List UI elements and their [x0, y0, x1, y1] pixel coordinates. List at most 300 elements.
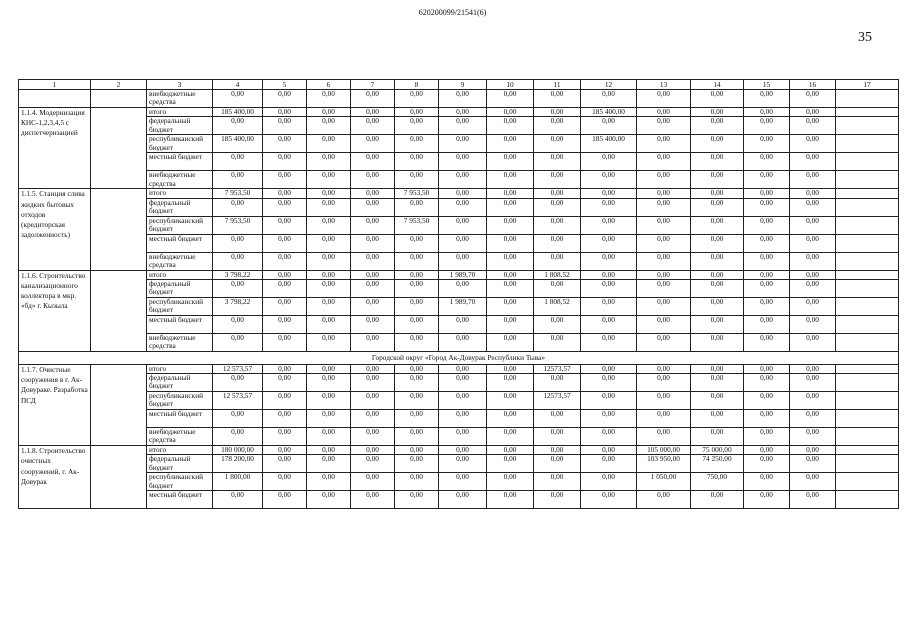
- table-row: [19, 171, 899, 189]
- value-cell: 0,00: [351, 455, 395, 473]
- value-cell: 0,00: [263, 198, 307, 216]
- value-cell: 0,00: [790, 189, 836, 198]
- value-cell: 0,00: [581, 153, 637, 171]
- value-cell: 0,00: [351, 252, 395, 270]
- value-cell: 0,00: [307, 252, 351, 270]
- value-cell: 1 989,70: [439, 297, 487, 315]
- value-cell: 180 000,00: [213, 446, 263, 455]
- value-cell: 0,00: [351, 153, 395, 171]
- value-cell: 0,00: [263, 189, 307, 198]
- value-cell: 0,00: [744, 364, 790, 373]
- funding-source-label: итого: [147, 270, 213, 279]
- value-cell: 0,00: [263, 392, 307, 410]
- value-cell: 0,00: [637, 491, 691, 509]
- value-cell: 0,00: [307, 270, 351, 279]
- value-cell: 0,00: [790, 473, 836, 491]
- value-cell: 0,00: [487, 135, 534, 153]
- table-row: [19, 364, 899, 373]
- empty-cell: [836, 392, 899, 410]
- value-cell: 0,00: [637, 171, 691, 189]
- value-cell: 0,00: [790, 279, 836, 297]
- value-cell: 0,00: [213, 198, 263, 216]
- empty-cell: [836, 216, 899, 234]
- empty-cell: [836, 455, 899, 473]
- value-cell: 74 250,00: [691, 455, 744, 473]
- value-cell: 0,00: [487, 473, 534, 491]
- value-cell: 0,00: [263, 428, 307, 446]
- value-cell: 0,00: [581, 491, 637, 509]
- value-cell: 0,00: [744, 108, 790, 117]
- funding-source-label: местный бюджет: [147, 410, 213, 428]
- value-cell: 1 989,70: [439, 270, 487, 279]
- value-cell: 0,00: [581, 297, 637, 315]
- value-cell: 0,00: [351, 333, 395, 351]
- value-cell: 0,00: [395, 455, 439, 473]
- value-cell: 0,00: [439, 279, 487, 297]
- value-cell: 0,00: [790, 153, 836, 171]
- table-row: [19, 297, 899, 315]
- value-cell: 0,00: [213, 491, 263, 509]
- funding-source-label: республиканский бюджет: [147, 473, 213, 491]
- value-cell: 0,00: [744, 90, 790, 108]
- value-cell: 0,00: [790, 234, 836, 252]
- empty-cell: [91, 108, 147, 189]
- value-cell: 0,00: [744, 428, 790, 446]
- funding-source-label: внебюджетные средства: [147, 333, 213, 351]
- value-cell: 0,00: [790, 392, 836, 410]
- value-cell: 0,00: [744, 279, 790, 297]
- column-header: 2: [91, 80, 147, 90]
- value-cell: 0,00: [691, 198, 744, 216]
- value-cell: 1 808,52: [534, 270, 581, 279]
- value-cell: 0,00: [351, 189, 395, 198]
- value-cell: 0,00: [534, 410, 581, 428]
- value-cell: 0,00: [213, 153, 263, 171]
- table-row: [19, 491, 899, 509]
- value-cell: 0,00: [395, 270, 439, 279]
- table-row: [19, 189, 899, 198]
- value-cell: 7 953,50: [213, 189, 263, 198]
- value-cell: 0,00: [487, 333, 534, 351]
- value-cell: 0,00: [307, 171, 351, 189]
- table-row: [19, 135, 899, 153]
- column-header: 1: [19, 80, 91, 90]
- object-name: 1.1.8. Строительство очистных сооружений, г. Ак-Довурак: [19, 446, 91, 509]
- value-cell: 0,00: [487, 364, 534, 373]
- value-cell: 0,00: [744, 374, 790, 392]
- value-cell: 0,00: [790, 333, 836, 351]
- value-cell: 0,00: [487, 446, 534, 455]
- value-cell: 185 400,00: [213, 108, 263, 117]
- value-cell: 0,00: [213, 279, 263, 297]
- value-cell: 0,00: [790, 198, 836, 216]
- value-cell: 0,00: [487, 279, 534, 297]
- value-cell: 0,00: [744, 491, 790, 509]
- funding-source-label: местный бюджет: [147, 234, 213, 252]
- empty-cell: [836, 171, 899, 189]
- value-cell: 0,00: [581, 364, 637, 373]
- value-cell: 0,00: [395, 364, 439, 373]
- empty-cell: [836, 189, 899, 198]
- value-cell: 0,00: [439, 252, 487, 270]
- value-cell: 0,00: [534, 189, 581, 198]
- budget-table: [18, 79, 899, 509]
- value-cell: 0,00: [581, 216, 637, 234]
- value-cell: 12573,57: [534, 364, 581, 373]
- value-cell: 0,00: [790, 135, 836, 153]
- value-cell: 0,00: [395, 297, 439, 315]
- column-header: 15: [744, 80, 790, 90]
- value-cell: 0,00: [439, 446, 487, 455]
- value-cell: 0,00: [307, 446, 351, 455]
- empty-cell: [836, 153, 899, 171]
- value-cell: 0,00: [790, 446, 836, 455]
- document-id: 620200099/21541(6): [418, 8, 487, 17]
- value-cell: 0,00: [487, 374, 534, 392]
- funding-source-label: внебюджетные средства: [147, 252, 213, 270]
- section-title: Городской округ «Город Ак-Довурак Республики Тыва»: [19, 351, 899, 364]
- value-cell: 0,00: [351, 297, 395, 315]
- empty-cell: [836, 297, 899, 315]
- value-cell: 0,00: [487, 491, 534, 509]
- value-cell: 0,00: [213, 252, 263, 270]
- value-cell: 0,00: [487, 428, 534, 446]
- value-cell: 0,00: [395, 333, 439, 351]
- value-cell: 12 573,57: [213, 392, 263, 410]
- value-cell: 0,00: [351, 108, 395, 117]
- funding-source-label: итого: [147, 446, 213, 455]
- value-cell: 0,00: [691, 410, 744, 428]
- value-cell: 0,00: [263, 315, 307, 333]
- empty-cell: [836, 117, 899, 135]
- value-cell: 0,00: [395, 117, 439, 135]
- value-cell: 0,00: [534, 252, 581, 270]
- value-cell: 0,00: [439, 455, 487, 473]
- funding-source-label: федеральный бюджет: [147, 455, 213, 473]
- value-cell: 0,00: [691, 252, 744, 270]
- funding-source-label: республиканский бюджет: [147, 392, 213, 410]
- value-cell: 0,00: [534, 135, 581, 153]
- value-cell: 0,00: [744, 153, 790, 171]
- value-cell: 0,00: [581, 117, 637, 135]
- value-cell: 0,00: [395, 279, 439, 297]
- page-number: 35: [858, 30, 872, 45]
- value-cell: 0,00: [534, 446, 581, 455]
- column-header: 4: [213, 80, 263, 90]
- value-cell: 0,00: [581, 189, 637, 198]
- funding-source-label: внебюджетные средства: [147, 90, 213, 108]
- value-cell: 0,00: [395, 198, 439, 216]
- value-cell: 0,00: [581, 90, 637, 108]
- value-cell: 0,00: [637, 410, 691, 428]
- value-cell: 0,00: [395, 473, 439, 491]
- value-cell: 0,00: [744, 252, 790, 270]
- value-cell: 0,00: [534, 491, 581, 509]
- value-cell: 0,00: [307, 315, 351, 333]
- table-row: [19, 392, 899, 410]
- value-cell: 0,00: [581, 446, 637, 455]
- value-cell: 0,00: [637, 216, 691, 234]
- column-header: 12: [581, 80, 637, 90]
- value-cell: 0,00: [691, 117, 744, 135]
- funding-source-label: федеральный бюджет: [147, 279, 213, 297]
- value-cell: 75 000,00: [691, 446, 744, 455]
- value-cell: 0,00: [691, 392, 744, 410]
- value-cell: 0,00: [263, 108, 307, 117]
- value-cell: 0,00: [263, 153, 307, 171]
- empty-cell: [836, 473, 899, 491]
- empty-cell: [836, 446, 899, 455]
- value-cell: 0,00: [439, 333, 487, 351]
- value-cell: 0,00: [307, 392, 351, 410]
- funding-source-label: федеральный бюджет: [147, 374, 213, 392]
- value-cell: 0,00: [790, 108, 836, 117]
- value-cell: 0,00: [790, 410, 836, 428]
- column-header: 3: [147, 80, 213, 90]
- funding-source-label: федеральный бюджет: [147, 198, 213, 216]
- value-cell: 0,00: [790, 90, 836, 108]
- value-cell: 0,00: [744, 446, 790, 455]
- value-cell: 0,00: [213, 234, 263, 252]
- value-cell: 0,00: [351, 90, 395, 108]
- value-cell: 0,00: [637, 135, 691, 153]
- empty-cell: [836, 198, 899, 216]
- value-cell: 0,00: [487, 297, 534, 315]
- value-cell: 0,00: [351, 364, 395, 373]
- value-cell: 0,00: [307, 117, 351, 135]
- value-cell: 0,00: [307, 108, 351, 117]
- value-cell: 0,00: [487, 455, 534, 473]
- value-cell: 0,00: [351, 117, 395, 135]
- value-cell: 0,00: [213, 117, 263, 135]
- value-cell: 0,00: [534, 234, 581, 252]
- value-cell: 0,00: [691, 297, 744, 315]
- value-cell: 0,00: [691, 428, 744, 446]
- header-row: [19, 80, 899, 90]
- value-cell: 0,00: [691, 333, 744, 351]
- table-row: [19, 234, 899, 252]
- value-cell: 0,00: [307, 364, 351, 373]
- empty-cell: [836, 135, 899, 153]
- table-row: [19, 374, 899, 392]
- value-cell: 0,00: [307, 473, 351, 491]
- empty-cell: [836, 252, 899, 270]
- value-cell: 0,00: [534, 455, 581, 473]
- empty-cell: [836, 374, 899, 392]
- value-cell: 185 400,00: [581, 135, 637, 153]
- value-cell: 7 953,50: [395, 216, 439, 234]
- section-row: [19, 351, 899, 364]
- value-cell: 0,00: [534, 279, 581, 297]
- value-cell: 0,00: [637, 333, 691, 351]
- funding-source-label: республиканский бюджет: [147, 216, 213, 234]
- value-cell: 0,00: [790, 171, 836, 189]
- value-cell: 0,00: [790, 297, 836, 315]
- value-cell: 0,00: [351, 171, 395, 189]
- value-cell: 0,00: [351, 491, 395, 509]
- value-cell: 0,00: [439, 410, 487, 428]
- value-cell: 0,00: [487, 216, 534, 234]
- value-cell: 0,00: [395, 392, 439, 410]
- column-header: 10: [487, 80, 534, 90]
- value-cell: 105 000,00: [637, 446, 691, 455]
- value-cell: 0,00: [534, 117, 581, 135]
- column-header: 13: [637, 80, 691, 90]
- value-cell: 0,00: [213, 315, 263, 333]
- table-row: [19, 270, 899, 279]
- value-cell: 0,00: [581, 392, 637, 410]
- value-cell: 1 800,00: [213, 473, 263, 491]
- value-cell: 0,00: [439, 135, 487, 153]
- empty-cell: [836, 491, 899, 509]
- value-cell: 0,00: [351, 135, 395, 153]
- value-cell: 0,00: [263, 117, 307, 135]
- value-cell: 0,00: [307, 333, 351, 351]
- table-row: [19, 252, 899, 270]
- value-cell: 0,00: [790, 117, 836, 135]
- table-row: [19, 117, 899, 135]
- value-cell: 0,00: [691, 364, 744, 373]
- value-cell: 1 050,00: [637, 473, 691, 491]
- empty-cell: [836, 333, 899, 351]
- value-cell: 0,00: [790, 491, 836, 509]
- value-cell: 0,00: [534, 153, 581, 171]
- table-row: [19, 473, 899, 491]
- value-cell: 0,00: [487, 270, 534, 279]
- value-cell: 0,00: [263, 446, 307, 455]
- value-cell: 0,00: [790, 428, 836, 446]
- value-cell: 0,00: [637, 297, 691, 315]
- column-header: 14: [691, 80, 744, 90]
- funding-source-label: итого: [147, 364, 213, 373]
- value-cell: 0,00: [691, 108, 744, 117]
- value-cell: 0,00: [744, 234, 790, 252]
- value-cell: 0,00: [439, 216, 487, 234]
- value-cell: 0,00: [581, 374, 637, 392]
- value-cell: 0,00: [307, 216, 351, 234]
- value-cell: 3 798,22: [213, 270, 263, 279]
- value-cell: 0,00: [351, 392, 395, 410]
- value-cell: 0,00: [213, 410, 263, 428]
- column-header: 6: [307, 80, 351, 90]
- value-cell: 0,00: [744, 410, 790, 428]
- table-row: [19, 446, 899, 455]
- value-cell: 0,00: [487, 189, 534, 198]
- value-cell: 0,00: [487, 153, 534, 171]
- value-cell: 0,00: [691, 135, 744, 153]
- value-cell: 0,00: [263, 135, 307, 153]
- value-cell: 0,00: [637, 189, 691, 198]
- value-cell: 0,00: [307, 491, 351, 509]
- value-cell: 0,00: [581, 428, 637, 446]
- value-cell: 0,00: [581, 171, 637, 189]
- value-cell: 0,00: [439, 171, 487, 189]
- empty-cell: [836, 428, 899, 446]
- value-cell: 0,00: [691, 234, 744, 252]
- value-cell: 0,00: [263, 473, 307, 491]
- value-cell: 0,00: [637, 374, 691, 392]
- value-cell: 0,00: [744, 198, 790, 216]
- value-cell: 0,00: [395, 491, 439, 509]
- empty-cell: [91, 270, 147, 351]
- table-row: [19, 410, 899, 428]
- object-name: 1.1.7. Очистные сооружения в г. Ак-Довураке. Разработка ПСД: [19, 364, 91, 445]
- value-cell: 0,00: [534, 216, 581, 234]
- value-cell: 0,00: [395, 90, 439, 108]
- value-cell: 0,00: [534, 333, 581, 351]
- value-cell: 0,00: [307, 153, 351, 171]
- value-cell: 0,00: [307, 90, 351, 108]
- table-row: [19, 279, 899, 297]
- value-cell: 0,00: [263, 216, 307, 234]
- value-cell: 0,00: [263, 364, 307, 373]
- value-cell: 0,00: [637, 252, 691, 270]
- value-cell: 0,00: [581, 333, 637, 351]
- column-header: 16: [790, 80, 836, 90]
- value-cell: 0,00: [744, 135, 790, 153]
- value-cell: 0,00: [263, 234, 307, 252]
- value-cell: 0,00: [395, 446, 439, 455]
- empty-cell: [91, 90, 147, 108]
- value-cell: 0,00: [307, 279, 351, 297]
- empty-cell: [91, 189, 147, 270]
- value-cell: 0,00: [790, 216, 836, 234]
- value-cell: 0,00: [263, 455, 307, 473]
- value-cell: 0,00: [637, 234, 691, 252]
- value-cell: 0,00: [307, 198, 351, 216]
- value-cell: 0,00: [351, 374, 395, 392]
- value-cell: 0,00: [439, 315, 487, 333]
- column-header: 9: [439, 80, 487, 90]
- value-cell: 0,00: [395, 410, 439, 428]
- value-cell: 0,00: [487, 117, 534, 135]
- value-cell: 0,00: [439, 374, 487, 392]
- empty-cell: [836, 279, 899, 297]
- table-row: [19, 216, 899, 234]
- value-cell: 0,00: [487, 234, 534, 252]
- object-name: 1.1.4. Модернизация КНС-1,2,3,4,5 с диспетчеризацией: [19, 108, 91, 189]
- value-cell: 0,00: [581, 270, 637, 279]
- value-cell: 0,00: [581, 279, 637, 297]
- value-cell: 0,00: [691, 90, 744, 108]
- column-header: 7: [351, 80, 395, 90]
- value-cell: 0,00: [744, 270, 790, 279]
- value-cell: 0,00: [637, 117, 691, 135]
- empty-cell: [91, 364, 147, 445]
- value-cell: 0,00: [351, 315, 395, 333]
- table-row: [19, 315, 899, 333]
- value-cell: 0,00: [307, 297, 351, 315]
- value-cell: 0,00: [307, 374, 351, 392]
- empty-cell: [836, 234, 899, 252]
- value-cell: 0,00: [790, 252, 836, 270]
- value-cell: 0,00: [691, 315, 744, 333]
- table-row: [19, 333, 899, 351]
- value-cell: 0,00: [534, 90, 581, 108]
- value-cell: 0,00: [439, 90, 487, 108]
- value-cell: 12573,57: [534, 392, 581, 410]
- funding-source-label: местный бюджет: [147, 315, 213, 333]
- value-cell: 0,00: [487, 252, 534, 270]
- value-cell: 0,00: [213, 428, 263, 446]
- value-cell: 0,00: [534, 473, 581, 491]
- value-cell: 0,00: [307, 189, 351, 198]
- value-cell: 0,00: [534, 374, 581, 392]
- value-cell: 0,00: [395, 153, 439, 171]
- object-cell: [19, 90, 91, 108]
- value-cell: 0,00: [439, 392, 487, 410]
- value-cell: 0,00: [307, 455, 351, 473]
